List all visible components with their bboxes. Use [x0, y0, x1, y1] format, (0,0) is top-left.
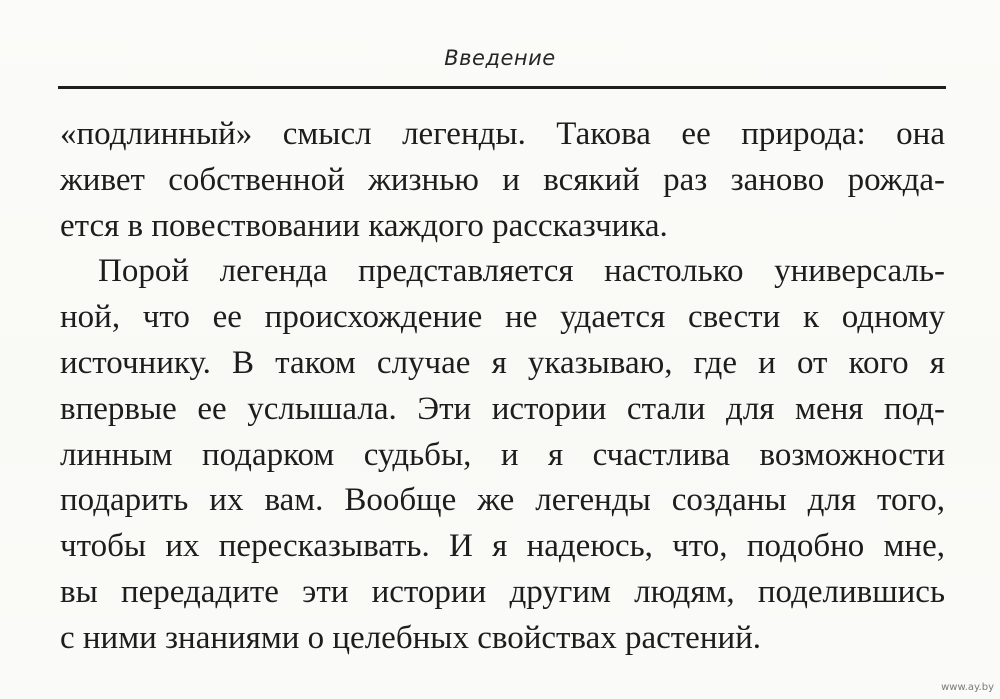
text-line: живет собственной жизнью и всякий раз заново рожда- [60, 161, 945, 198]
text-line: с ними знаниями о целебных свойствах растений. [60, 619, 762, 656]
text-line: впервые ее услышала. Эти истории стали для меня под- [60, 390, 945, 427]
text-line: «подлинный» смысл легенды. Такова ее природа: она [60, 116, 945, 152]
body-text [60, 112, 945, 662]
paragraph [60, 112, 945, 249]
text-line: чтобы их пересказывать. И я надеюсь, что, подобно мне, [60, 528, 945, 565]
header-rule [58, 86, 946, 89]
paragraph [60, 249, 945, 661]
text-line: ется в повествовании каждого рассказчика. [60, 207, 668, 244]
text-line: Порой легенда представляется настолько универсаль- [98, 253, 945, 290]
watermark: www.ay.by [941, 682, 994, 693]
text-line: подарить их вам. Вообще же легенды созданы для того, [60, 482, 945, 519]
text-line: вы передадите эти истории другим людям, поделившись [60, 573, 945, 610]
text-line: линным подарком судьбы, и я счастлива возможности [60, 436, 945, 473]
text-line: ной, что ее происхождение не удается свести к одному [60, 299, 945, 336]
running-head-title: Введение [444, 46, 556, 70]
text-line: источнику. В таком случае я указываю, где и от кого я [60, 344, 945, 381]
